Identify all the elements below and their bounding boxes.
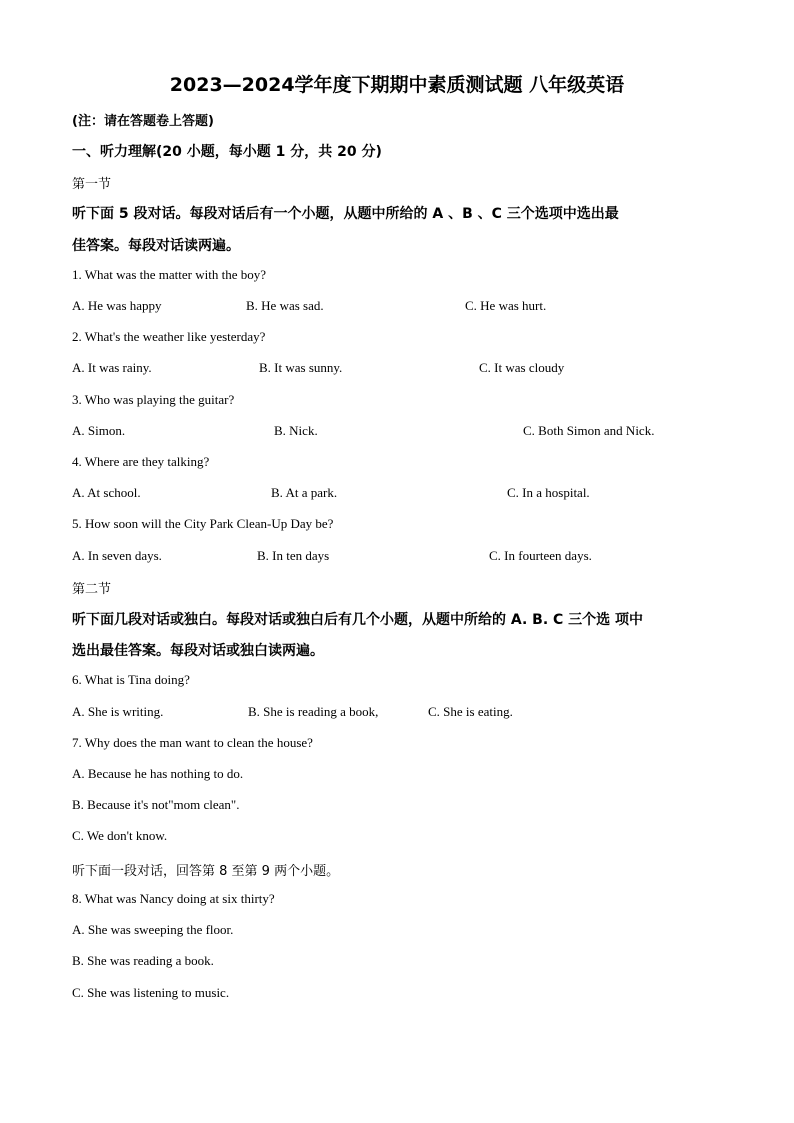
part-2-heading: 第二节 — [72, 582, 112, 597]
question-5: 5. How soon will the City Park Clean-Up Day be? — [72, 516, 334, 531]
question-1-option-b: B. He was sad. — [246, 298, 324, 313]
question-8: 8. What was Nancy doing at six thirty? — [72, 891, 275, 906]
question-4-option-a: A. At school. — [72, 485, 141, 500]
question-7-option-c: C. We don't know. — [72, 828, 168, 843]
question-4-option-b: B. At a park. — [271, 485, 338, 500]
part-2-instruction-line-2: 选出最佳答案。每段对话或独白读两遍。 — [72, 643, 324, 659]
part-2-instruction-line-1: 听下面几段对话或独白。每段对话或独白后有几个小题，从题中所给的 A. B. C 三个选 项中 — [72, 612, 644, 628]
question-2-option-a: A. It was rainy. — [72, 360, 152, 375]
question-6-option-c: C. She is eating. — [428, 704, 513, 719]
listening-note-8-9: 听下面一段对话，回答第 8 至第 9 两个小题。 — [72, 864, 340, 879]
section-listening-heading: 一、听力理解(20 小题，每小题 1 分，共 20 分) — [72, 144, 382, 160]
question-5-option-c: C. In fourteen days. — [489, 548, 592, 563]
question-8-option-b: B. She was reading a book. — [72, 953, 214, 968]
exam-title: 2023—2024学年度下期期中素质测试题 八年级英语 — [169, 74, 625, 96]
part-1-heading: 第一节 — [72, 177, 112, 192]
question-3-option-c: C. Both Simon and Nick. — [523, 423, 655, 438]
question-6-option-a: A. She is writing. — [72, 704, 164, 719]
question-2-option-c: C. It was cloudy — [479, 360, 565, 375]
question-3-option-a: A. Simon. — [72, 423, 126, 438]
question-8-option-a: A. She was sweeping the floor. — [72, 922, 234, 937]
question-4: 4. Where are they talking? — [72, 454, 210, 469]
question-7-option-b: B. Because it's not"mom clean". — [72, 797, 240, 812]
question-1-option-a: A. He was happy — [72, 298, 162, 313]
question-1: 1. What was the matter with the boy? — [72, 267, 266, 282]
question-2-option-b: B. It was sunny. — [259, 360, 343, 375]
question-5-option-a: A. In seven days. — [72, 548, 162, 563]
question-7: 7. Why does the man want to clean the house? — [72, 735, 313, 750]
part-1-instruction-line-2: 佳答案。每段对话读两遍。 — [72, 238, 240, 254]
question-2: 2. What's the weather like yesterday? — [72, 329, 266, 344]
question-6-option-b: B. She is reading a book, — [248, 704, 379, 719]
question-4-option-c: C. In a hospital. — [507, 485, 590, 500]
question-7-option-a: A. Because he has nothing to do. — [72, 766, 244, 781]
part-1-instruction-line-1: 听下面 5 段对话。每段对话后有一个小题，从题中所给的 A 、B 、C 三个选项中选出最 — [72, 206, 619, 222]
answer-note: (注：请在答题卷上答题) — [72, 114, 214, 129]
question-3: 3. Who was playing the guitar? — [72, 392, 235, 407]
question-1-option-c: C. He was hurt. — [465, 298, 547, 313]
question-6: 6. What is Tina doing? — [72, 672, 190, 687]
question-3-option-b: B. Nick. — [274, 423, 318, 438]
question-8-option-c: C. She was listening to music. — [72, 985, 230, 1000]
question-5-option-b: B. In ten days — [257, 548, 330, 563]
